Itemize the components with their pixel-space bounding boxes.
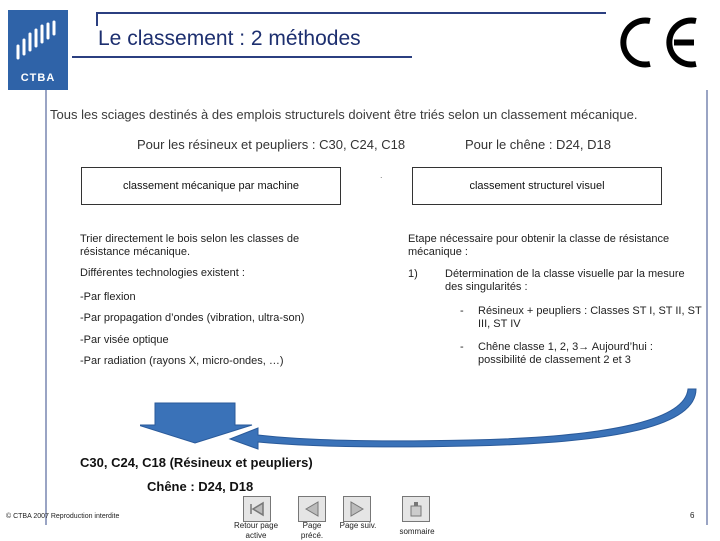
right-bullet-dash-2: -	[460, 341, 464, 353]
left-item-waves: -Par propagation d’ondes (vibration, ultra-son)	[80, 312, 305, 324]
intro-text: Tous les sciages destinés à des emplois structurels doivent être triés selon un classement mécanique.	[50, 107, 638, 122]
left-item-optical: -Par visée optique	[80, 334, 169, 346]
left-item-radiation: -Par radiation (rayons X, micro-ondes, …)	[80, 355, 284, 367]
right-bullet-oak: Chêne classe 1, 2, 3→ Aujourd’hui : possibilité de classement 2 et 3	[478, 341, 653, 366]
right-step-number: 1)	[408, 268, 418, 280]
visual-grading-box	[412, 167, 662, 205]
left-item-flexion: -Par flexion	[80, 291, 136, 303]
title-rule-vertical	[96, 12, 98, 26]
ctba-logo-mark-icon	[14, 18, 62, 62]
machine-grading-box	[81, 167, 341, 205]
next-page-icon	[343, 496, 371, 522]
back-active-page-label: Retour page active	[233, 521, 279, 540]
subtitle-softwood: Pour les résineux et peupliers : C30, C24, C18	[137, 137, 406, 152]
frame-left-border	[45, 90, 47, 525]
curved-arrow-icon	[230, 389, 696, 449]
convergence-arrows	[140, 385, 700, 455]
page-number: 6	[690, 511, 695, 520]
previous-page-button[interactable]	[298, 496, 326, 522]
right-step-text: Détermination de la classe visuelle par la mesure des singularités :	[445, 268, 685, 293]
left-item-tech: Différentes technologies existent :	[80, 267, 245, 279]
right-bullet-dash-1: -	[460, 305, 464, 317]
machine-grading-label: classement mécanique par machine	[122, 180, 300, 192]
copyright-text: © CTBA 2007 Reproduction interdite	[6, 513, 120, 520]
frame-right-border	[706, 90, 708, 525]
title-rule-bottom	[72, 56, 412, 58]
title-rule-top	[96, 12, 606, 14]
ctba-logo-text: CTBA	[20, 72, 56, 84]
left-item-sort: Trier directement le bois selon les classes de résistance mécanique.	[80, 233, 300, 258]
result-oak-classes: Chêne : D24, D18	[147, 479, 254, 494]
result-softwood-classes: C30, C24, C18 (Résineux et peupliers)	[80, 455, 313, 470]
separator-dot: .	[380, 170, 383, 180]
previous-page-label: Page précé.	[300, 521, 324, 540]
ce-mark-icon	[612, 15, 702, 70]
subtitle-oak: Pour le chêne : D24, D18	[465, 137, 611, 152]
visual-grading-label: classement structurel visuel	[469, 180, 605, 192]
right-bullet-softwood: Résineux + peupliers : Classes ST I, ST II, ST III, ST IV	[478, 305, 702, 330]
next-page-button[interactable]	[343, 496, 371, 522]
previous-page-icon	[298, 496, 326, 522]
summary-label: sommaire	[399, 527, 435, 536]
back-active-page-button[interactable]	[243, 496, 271, 522]
page-title: Le classement : 2 méthodes	[98, 27, 361, 50]
back-page-icon	[243, 496, 271, 522]
summary-icon	[402, 496, 430, 522]
ctba-logo	[8, 10, 68, 90]
summary-button[interactable]	[402, 496, 430, 522]
right-intro: Etape nécessaire pour obtenir la classe de résistance mécanique :	[408, 233, 670, 258]
next-page-label: Page suiv.	[339, 521, 377, 530]
